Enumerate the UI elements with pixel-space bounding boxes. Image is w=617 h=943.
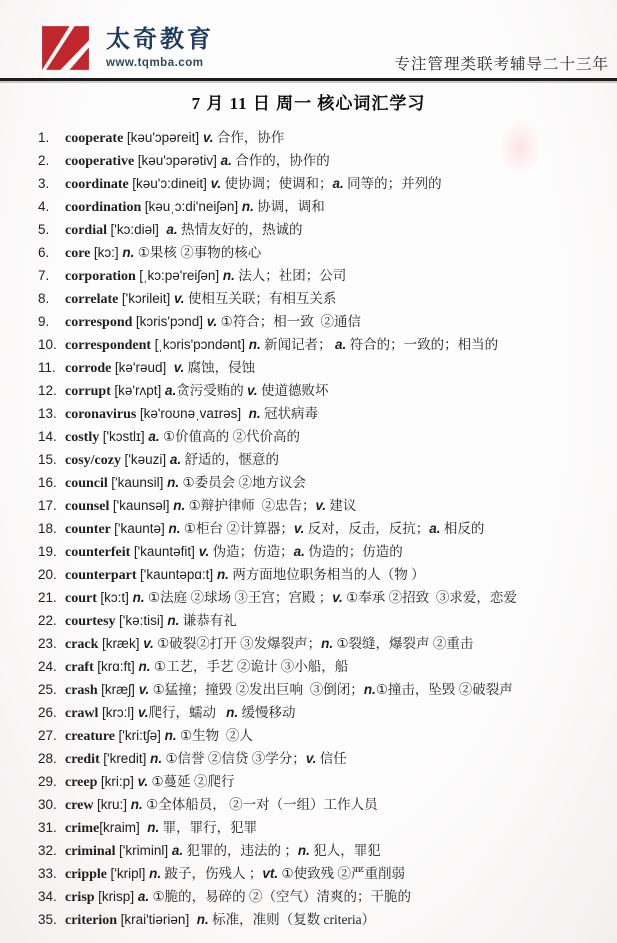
entry-definition: 伪造的；仿造的	[304, 544, 403, 559]
entry-number: 10.	[38, 337, 57, 352]
entry-definition: ①果核 ②事物的核心	[134, 245, 262, 260]
entry-number: 7.	[38, 268, 50, 283]
brand-website: www.tqmba.com	[106, 57, 204, 69]
entry-phonetic: ['kripl]	[110, 866, 150, 881]
vocab-entry	[38, 172, 611, 195]
entry-phonetic: [kɔris'pɔnd]	[135, 314, 207, 329]
entry-phonetic: ['kɔstlɪ]	[102, 429, 149, 444]
entry-pos: a.	[148, 429, 160, 444]
entry-number: 18.	[38, 521, 57, 536]
entry-phonetic: [kə'roʊnəˌvaɪrəs]	[139, 406, 249, 421]
entry-definition: 腐蚀，侵蚀	[184, 360, 256, 375]
vocab-entry	[38, 425, 611, 448]
entry-number: 20.	[38, 567, 57, 582]
entry-word: crime	[65, 821, 100, 836]
entry-definition: ①信誉 ②信贷 ③学分；	[162, 751, 306, 766]
entry-word: correlate	[65, 292, 122, 307]
entry-word: crack	[65, 637, 102, 652]
entry-definition: ①法庭 ②球场 ③王宫；宫殿 ；	[144, 590, 333, 605]
entry-word: corporation	[65, 269, 140, 284]
entry-number: 24.	[38, 659, 57, 674]
entry-word: creature	[65, 729, 119, 744]
entry-definition: ①柜台 ②计算器；	[180, 521, 294, 536]
entry-definition: 两方面地位职务相当的人（物 ）	[228, 567, 425, 582]
entry-definition: 使协调；使调和；	[221, 176, 333, 191]
entry-phonetic: [ˌkɔ:pə'reiʃən]	[139, 268, 223, 283]
entry-pos: n.	[164, 728, 177, 743]
entry-pos: n.	[196, 912, 209, 927]
entry-number: 29.	[38, 774, 57, 789]
entry-definition: ①全体船员， ②一对（一组）工作人员	[142, 797, 378, 812]
header-tagline: 专注管理类联考辅导二十三年	[394, 56, 609, 73]
entry-number: 23.	[38, 636, 57, 651]
entry-phonetic: ['kredit]	[103, 751, 151, 766]
entry-number: 2.	[38, 153, 50, 168]
brand-text	[106, 21, 214, 69]
entry-number: 12.	[38, 383, 57, 398]
entry-word: cordial	[65, 223, 111, 238]
entry-pos: v.	[173, 360, 185, 375]
entry-word: coronavirus	[65, 407, 140, 422]
entry-pos: n.	[147, 820, 160, 835]
entry-word: corrupt	[65, 384, 115, 399]
entry-word: courtesy	[65, 614, 120, 629]
vocab-entry	[38, 149, 611, 172]
entry-definition: ①破裂②打开 ③发爆裂声；	[153, 636, 322, 651]
entry-definition: ①委员会 ②地方议会	[179, 475, 306, 490]
entry-number: 27.	[38, 728, 57, 743]
entry-word: correspond	[65, 315, 136, 330]
entry-pos: a.	[171, 843, 184, 858]
vocab-entry	[38, 816, 611, 839]
entry-phonetic: ['kriminl]	[119, 843, 172, 858]
entry-number: 33.	[38, 866, 57, 881]
page-title: 7 月 11 日 周一 核心词汇学习	[191, 94, 426, 113]
entry-word: crisp	[65, 890, 99, 905]
entry-pos: v.	[137, 774, 149, 789]
entry-definition: 合作，协作	[213, 130, 285, 145]
entry-number: 11.	[38, 360, 56, 375]
entry-phonetic: [kə'rəud]	[114, 360, 174, 375]
entry-definition: 标准，准则（复数 criteria）	[208, 912, 376, 927]
entry-pos: v.	[332, 590, 343, 605]
entry-word: counterfeit	[65, 545, 134, 560]
entry-phonetic: ['kəuzi]	[124, 452, 170, 467]
entry-phonetic: [krɔ:l]	[101, 705, 138, 720]
entry-pos: v.	[305, 751, 317, 766]
vocab-entry	[38, 126, 611, 149]
entry-phonetic: [kru:]	[97, 797, 131, 812]
entry-word: coordination	[65, 200, 145, 215]
entry-pos: n.	[248, 406, 261, 421]
entry-pos: n.	[226, 705, 239, 720]
entry-definition: ①猛撞；撞毁 ②发出巨响 ③倒闭；	[149, 682, 364, 697]
vocab-entry	[38, 402, 611, 425]
entry-phonetic: ['kə:tisi]	[119, 613, 168, 628]
entry-pos: n.	[168, 521, 181, 536]
entry-number: 19.	[38, 544, 57, 559]
entry-phonetic: ['kauntəpɑ:t]	[140, 567, 217, 582]
entry-definition: 冠状病毒	[260, 406, 319, 421]
vocab-entry	[38, 517, 611, 540]
entry-number: 8.	[38, 291, 50, 306]
entry-definition: 跛子，伤残人 ；	[161, 866, 263, 881]
vocab-entry	[38, 494, 611, 517]
vocab-entry	[38, 310, 611, 333]
entry-word: coordinate	[65, 177, 133, 192]
entry-pos: n.	[173, 498, 186, 513]
entry-number: 1.	[38, 130, 50, 145]
vocab-entry	[38, 264, 611, 287]
entry-word: corrode	[65, 361, 115, 376]
entry-pos: n.	[132, 590, 145, 605]
entry-phonetic: [kəu'ɔpəreit]	[126, 130, 203, 145]
vocab-entry	[38, 586, 611, 609]
entry-word: criterion	[65, 913, 121, 928]
entry-word: crash	[65, 683, 102, 698]
entry-definition: 相反的	[440, 521, 485, 536]
entry-number: 15.	[38, 452, 57, 467]
entry-definition: ①符合；相一致 ②通信	[217, 314, 362, 329]
vocab-list	[0, 118, 617, 931]
entry-number: 32.	[38, 843, 57, 858]
vocab-entry	[38, 747, 611, 770]
vocab-entry	[38, 287, 611, 310]
entry-pos: n.	[130, 797, 143, 812]
entry-definition: 新闻记者；	[260, 337, 335, 352]
entry-phonetic: ['kauntəfit]	[133, 544, 199, 559]
entry-phonetic: [kəuˌɔ:di'neiʃən]	[144, 199, 242, 214]
entry-word: cooperative	[65, 154, 138, 169]
entry-word: crawl	[65, 706, 102, 721]
entry-number: 34.	[38, 889, 57, 904]
entry-pos: a.	[137, 889, 150, 904]
entry-definition: ①生物 ②人	[176, 728, 253, 743]
entry-number: 14.	[38, 429, 57, 444]
entry-word: creep	[65, 775, 101, 790]
entry-definition: 使相互关联；有相互关系	[184, 291, 337, 306]
vocab-entry	[38, 701, 611, 724]
entry-definition: 合作的，协作的	[231, 153, 330, 168]
entry-number: 35.	[38, 912, 57, 927]
entry-definition: ①工艺，手艺 ②诡计 ③小船，船	[150, 659, 349, 674]
entry-number: 13.	[38, 406, 57, 421]
vocab-entry	[38, 885, 611, 908]
entry-pos: a.	[220, 153, 232, 168]
entry-phonetic: [krɑ:ft]	[97, 659, 139, 674]
entry-phonetic: [kəu'ɔ:dineit]	[132, 176, 211, 191]
vocab-entry	[38, 632, 611, 655]
entry-pos: n.	[248, 337, 261, 352]
entry-pos: v.	[138, 682, 150, 697]
entry-definition: ①使致残 ②严重削弱	[278, 866, 405, 881]
entry-phonetic: [ˌkɔris'pɔndənt]	[154, 337, 249, 352]
header-divider-rule	[0, 78, 617, 81]
vocab-entry	[38, 448, 611, 471]
entry-word: correspondent	[65, 338, 155, 353]
vocab-entry	[38, 793, 611, 816]
entry-pos: a.	[164, 383, 177, 398]
entry-definition: 舒适的，惬意的	[181, 452, 279, 467]
entry-definition: 符合的；一致的；相当的	[346, 337, 499, 352]
entry-pos: a.	[169, 452, 182, 467]
entry-pos: n.	[167, 475, 180, 490]
entry-definition: ①奉承 ②招致 ③求爱，恋爱	[342, 590, 517, 605]
entry-number: 4.	[38, 199, 50, 214]
entry-phonetic: [kə'rʌpt]	[114, 383, 165, 398]
entry-word: crew	[65, 798, 97, 813]
entry-definition: ①价值高的 ②代价高的	[159, 429, 300, 444]
entry-word: cosy/cozy	[65, 453, 125, 468]
entry-definition: 使道德败坏	[257, 383, 329, 398]
entry-pos: v.	[173, 291, 185, 306]
entry-pos: n.	[297, 843, 310, 858]
entry-pos: a.	[334, 337, 347, 352]
entry-word: court	[65, 591, 101, 606]
entry-word: counsel	[65, 499, 113, 514]
entry-definition: 法人；社团；公司	[234, 268, 347, 283]
entry-definition: 热情友好的，热诚的	[177, 222, 303, 237]
entry-definition: ①撞击，坠毁 ②破裂声	[375, 682, 513, 697]
entry-pos: v.	[247, 383, 258, 398]
entry-phonetic: ['kɔrileit]	[121, 291, 174, 306]
entry-definition: 缓慢移动	[238, 705, 296, 720]
entry-definition: 贪污受贿的	[176, 383, 248, 398]
entry-word: cripple	[65, 867, 111, 882]
entry-number: 22.	[38, 613, 57, 628]
entry-definition: 犯人，罪犯	[309, 843, 381, 858]
entry-pos: n.	[241, 199, 254, 214]
entry-definition: ①蔓延 ②爬行	[148, 774, 235, 789]
entry-pos: n.	[138, 659, 151, 674]
entry-definition: 罪，罪行，犯罪	[159, 820, 258, 835]
entry-definition: 信任	[316, 751, 347, 766]
entry-phonetic: ['kaunsil]	[111, 475, 168, 490]
vocab-entry	[38, 218, 611, 241]
entry-number: 31.	[38, 820, 57, 835]
entry-phonetic: ['kɔ:diəl]	[110, 222, 167, 237]
entry-pos: n.	[222, 268, 235, 283]
entry-pos: v.	[202, 130, 214, 145]
entry-definition: 伪造；仿造；	[209, 544, 294, 559]
entry-number: 16.	[38, 475, 57, 490]
vocab-entry	[38, 655, 611, 678]
entry-phonetic: [kræk]	[101, 636, 144, 651]
entry-pos: a.	[429, 521, 441, 536]
entry-definition: 谦恭有礼	[179, 613, 237, 628]
entry-number: 26.	[38, 705, 57, 720]
entry-word: council	[65, 476, 112, 491]
entry-pos: vt.	[262, 866, 279, 881]
entry-pos: n.	[122, 245, 135, 260]
entry-definition: 犯罪的，违法的 ；	[183, 843, 298, 858]
entry-phonetic: [kraim]	[99, 820, 148, 835]
entry-phonetic: ['kaunsəl]	[112, 498, 174, 513]
entry-phonetic: ['kauntə]	[114, 521, 169, 536]
taiqi-logo-icon	[38, 21, 93, 76]
entry-pos: a.	[332, 176, 344, 191]
entry-number: 5.	[38, 222, 50, 237]
entry-definition: ①辩护律师 ②忠告；	[185, 498, 316, 513]
entry-pos: a.	[166, 222, 178, 237]
vocab-entry	[38, 563, 611, 586]
entry-word: credit	[65, 752, 104, 767]
entry-phonetic: [kræʃ]	[101, 682, 139, 697]
header	[0, 0, 617, 80]
entry-phonetic: [kəu'ɔpərətiv]	[137, 153, 221, 168]
entry-pos: a.	[293, 544, 305, 559]
entry-number: 28.	[38, 751, 57, 766]
entry-definition: 反对，反击，反抗；	[304, 521, 430, 536]
entry-word: cooperate	[65, 131, 127, 146]
entry-word: core	[65, 246, 94, 261]
vocab-entry	[38, 724, 611, 747]
vocab-entry	[38, 862, 611, 885]
entry-phonetic: [kɔ:t]	[100, 590, 133, 605]
vocab-entry	[38, 609, 611, 632]
vocab-entry	[38, 678, 611, 701]
entry-pos: n.	[321, 636, 334, 651]
vocab-entry	[38, 908, 611, 931]
entry-pos: n.	[167, 613, 180, 628]
entry-phonetic: [kɔ:]	[93, 245, 123, 260]
entry-number: 30.	[38, 797, 57, 812]
vocab-entry	[38, 471, 611, 494]
entry-pos: v.	[137, 705, 149, 720]
entry-definition: ①裂缝，爆裂声 ②重击	[333, 636, 474, 651]
brand-block	[38, 21, 214, 76]
entry-number: 9.	[38, 314, 50, 329]
entry-phonetic: ['kri:tʃə]	[118, 728, 165, 743]
vocab-entry	[38, 333, 611, 356]
entry-pos: n.	[149, 866, 162, 881]
entry-pos: v.	[210, 176, 222, 191]
brand-name: 太奇教育	[106, 26, 214, 53]
entry-definition: 同等的；并列的	[343, 176, 442, 191]
entry-pos: n.	[150, 751, 163, 766]
entry-pos: v.	[293, 521, 305, 536]
entry-definition: 建议	[325, 498, 357, 513]
entry-definition: 协调，调和	[253, 199, 325, 214]
entry-definition: ①脆的，易碎的 ②（空气）清爽的；干脆的	[149, 889, 411, 904]
vocab-entry	[38, 379, 611, 402]
vocab-entry	[38, 356, 611, 379]
entry-number: 3.	[38, 176, 50, 191]
entry-definition: 爬行，蠕动	[148, 705, 227, 720]
entry-number: 6.	[38, 245, 50, 260]
vocab-entry	[38, 770, 611, 793]
vocab-entry	[38, 241, 611, 264]
vocab-entry	[38, 195, 611, 218]
entry-pos: v.	[198, 544, 210, 559]
entry-pos: v.	[143, 636, 154, 651]
entry-number: 21.	[38, 590, 57, 605]
entry-pos: n.	[216, 567, 229, 582]
entry-pos: v.	[315, 498, 326, 513]
entry-number: 25.	[38, 682, 57, 697]
entry-phonetic: [krisp]	[98, 889, 138, 904]
entry-word: costly	[65, 430, 103, 445]
vocab-entry	[38, 839, 611, 862]
entry-pos: n.	[363, 682, 376, 697]
entry-pos: v.	[206, 314, 218, 329]
entry-word: criminal	[65, 844, 120, 859]
entry-phonetic: [kri:p]	[100, 774, 138, 789]
vocab-entry	[38, 540, 611, 563]
entry-number: 17.	[38, 498, 57, 513]
entry-word: counter	[65, 522, 115, 537]
entry-word: counterpart	[65, 568, 141, 583]
entry-phonetic: [krai'tiəriən]	[120, 912, 197, 927]
entry-word: craft	[65, 660, 98, 675]
